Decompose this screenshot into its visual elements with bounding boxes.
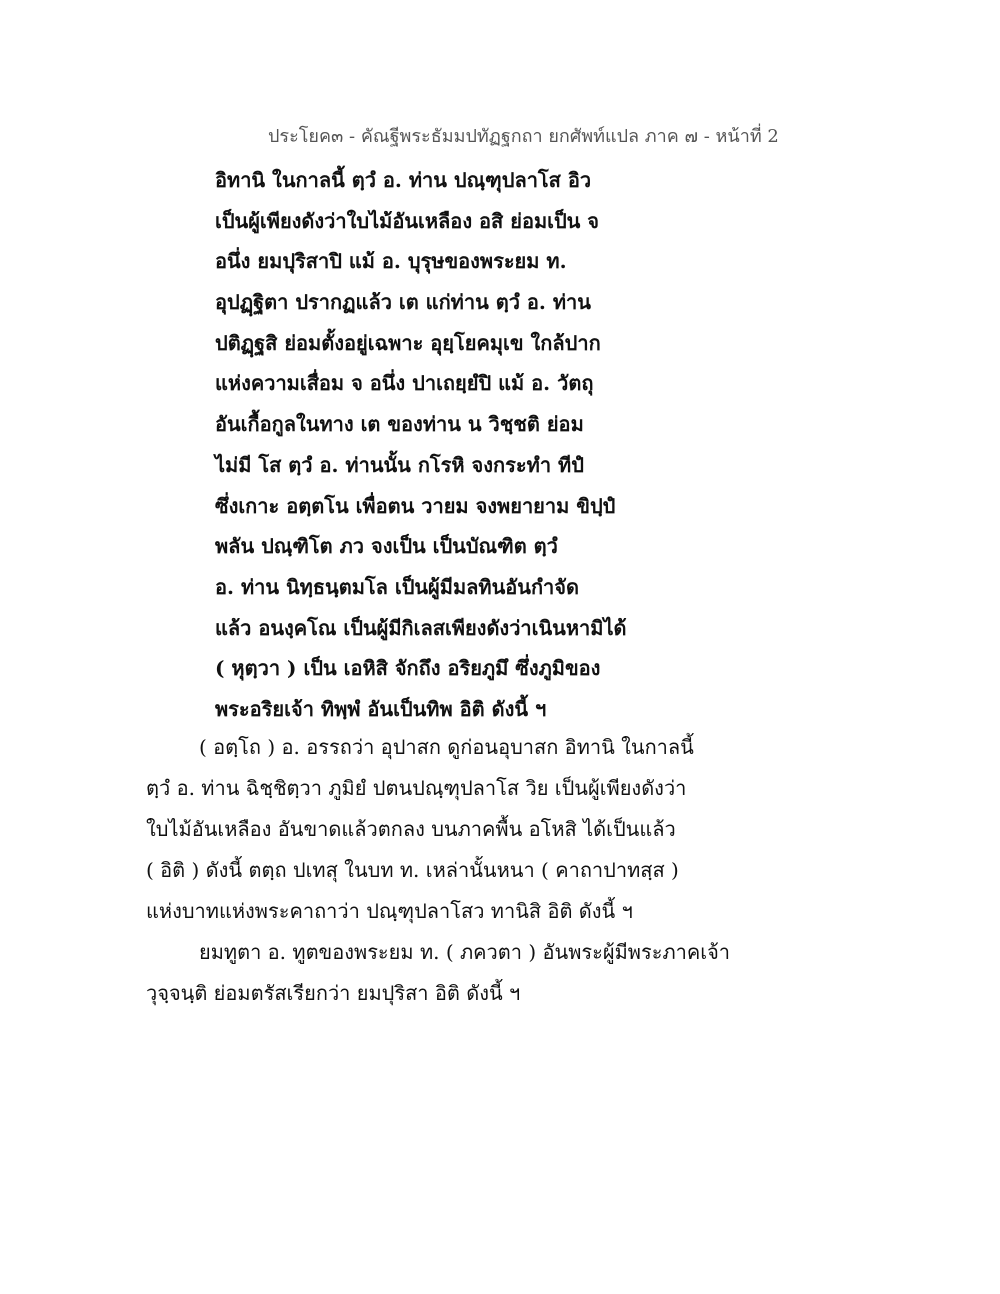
verse-line: อันเกื้อกูลในทาง เต ของท่าน น วิชฺชติ ย่อม	[215, 412, 584, 437]
verse-line: พลัน ปณฺฑิโต ภว จงเป็น เป็นบัณฑิต ตฺวํ	[215, 534, 558, 559]
commentary-line: ตฺวํ อ. ท่าน ฉิชฺชิตฺวา ภูมิยํ ปตนปณฺฑุปลาโส วิย เป็นผู้เพียงดังว่า	[146, 776, 687, 800]
page-header: ประโยค๓ - คัณฐีพระธัมมปทัฏฐกถา ยกศัพท์แปล ภาค ๗ - หน้าที่ 2	[268, 126, 779, 147]
commentary-line: ( อิติ ) ดังนี้ ตตฺถ ปเทสุ ในบท ท. เหล่านั้นหนา ( คาถาปาทสฺส )	[146, 858, 679, 882]
commentary-line: ใบไม้อันเหลือง อันขาดแล้วตกลง บนภาคพื้น อโหสิ ได้เป็นแล้ว	[146, 817, 676, 841]
verse-line: อ. ท่าน นิทฺธนฺตมโล เป็นผู้มีมลทินอันกำจัด	[215, 574, 579, 599]
verse-line: ไม่มี โส ตฺวํ อ. ท่านนั้น กโรหิ จงกระทำ ทีปํ	[215, 452, 584, 477]
verse-line: เป็นผู้เพียงดังว่าใบไม้อันเหลือง อสิ ย่อมเป็น จ	[215, 208, 600, 233]
verse-line: แห่งความเสื่อม จ อนึ่ง ปาเถยฺยํปิ แม้ อ. วัตถุ	[215, 371, 594, 396]
commentary-paragraph	[146, 727, 986, 932]
commentary-paragraph	[146, 932, 986, 1014]
verse-block	[215, 160, 975, 730]
verse-line: อนึ่ง ยมปุริสาปิ แม้ อ. บุรุษของพระยม ท.	[215, 249, 567, 274]
commentary-line: วุจฺจนฺติ ย่อมตรัสเรียกว่า ยมปุริสา อิติ ดังนี้ ฯ	[146, 981, 521, 1005]
commentary-line: แห่งบาทแห่งพระคาถาว่า ปณฺฑุปลาโสว ทานิสิ อิติ ดังนี้ ฯ	[146, 899, 633, 923]
verse-line: อุปฏฺฐิตา ปรากฏแล้ว เต แก่ท่าน ตฺวํ อ. ท่าน	[215, 290, 591, 315]
commentary-line: ยมทูตา อ. ทูตของพระยม ท. ( ภควตา ) อันพระผู้มีพระภาคเจ้า	[199, 940, 731, 964]
verse-line: ( หุตฺวา ) เป็น เอหิสิ จักถึง อริยภูมึ ซึ่งภูมิของ	[215, 656, 601, 681]
verse-line: ซึ่งเกาะ อตฺตโน เพื่อตน วายม จงพยายาม ขิปฺปํ	[215, 493, 616, 518]
verse-line: อิทานิ ในกาลนี้ ตฺวํ อ. ท่าน ปณฺฑุปลาโส อิว	[215, 168, 592, 192]
commentary-block	[146, 727, 986, 1014]
verse-line: แล้ว อนงฺคโณ เป็นผู้มีกิเลสเพียงดังว่าเนินหามิได้	[215, 615, 627, 640]
verse-line: ปติฏฺฐสิ ย่อมตั้งอยู่เฉพาะ อุยฺโยคมุเข ใกล้ปาก	[215, 330, 601, 355]
verse-line: พระอริยเจ้า ทิพฺพํ อันเป็นทิพ อิติ ดังนี้ ฯ	[215, 696, 547, 721]
commentary-line: ( อตฺโถ ) อ. อรรถว่า อุปาสก ดูก่อนอุบาสก อิทานิ ในกาลนี้	[199, 735, 694, 759]
